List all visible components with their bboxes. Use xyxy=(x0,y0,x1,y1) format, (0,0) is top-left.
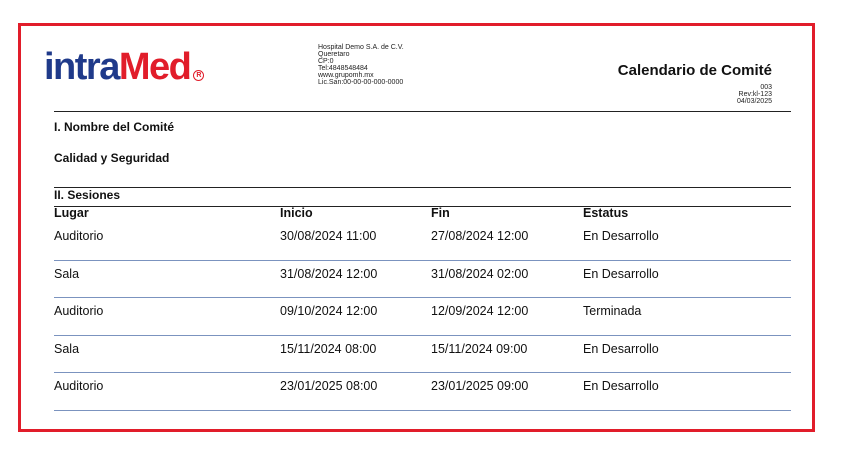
company-website: www.grupomh.mx xyxy=(318,72,374,79)
company-postal-code: CP:0 xyxy=(318,58,334,65)
cell-estatus: En Desarrollo xyxy=(583,379,659,393)
table-row xyxy=(54,336,791,374)
cell-fin: 23/01/2025 09:00 xyxy=(431,379,529,393)
table-row xyxy=(54,298,791,336)
table-row xyxy=(54,373,791,411)
cell-inicio: 23/01/2025 08:00 xyxy=(280,379,378,393)
column-header-lugar: Lugar xyxy=(54,206,89,220)
intramed-logo xyxy=(44,48,204,86)
cell-estatus: En Desarrollo xyxy=(583,266,659,281)
company-license: Lic.San:00-00-00-000-0000 xyxy=(318,79,404,86)
committee-name: Calidad y Seguridad xyxy=(54,151,170,165)
cell-inicio: 31/08/2024 12:00 xyxy=(280,266,378,281)
logo-text-med: Med xyxy=(118,46,191,88)
cell-fin: 27/08/2024 12:00 xyxy=(431,229,529,243)
section2-heading: II. Sesiones xyxy=(54,188,121,202)
document-date: 04/03/2025 xyxy=(736,98,772,105)
cell-estatus: Terminada xyxy=(583,304,642,318)
table-header-rule xyxy=(54,206,791,207)
column-header-fin: Fin xyxy=(431,206,450,220)
registered-icon: R xyxy=(193,70,204,81)
document-revision: Rev:kl-123 xyxy=(738,91,772,98)
table-row xyxy=(54,223,791,261)
company-phone: Tel:4848548484 xyxy=(318,65,368,72)
cell-inicio: 30/08/2024 11:00 xyxy=(280,229,377,243)
header-divider xyxy=(54,111,791,112)
table-row xyxy=(54,261,791,299)
company-city: Queretaro xyxy=(318,51,350,58)
cell-lugar: Auditorio xyxy=(54,304,104,318)
cell-lugar: Sala xyxy=(54,266,80,281)
cell-estatus: En Desarrollo xyxy=(583,229,659,243)
column-header-inicio: Inicio xyxy=(280,206,313,220)
cell-lugar: Sala xyxy=(54,341,80,356)
cell-inicio: 15/11/2024 08:00 xyxy=(280,341,377,356)
logo-text-intra: intra xyxy=(44,46,119,88)
cell-inicio: 09/10/2024 12:00 xyxy=(280,304,378,318)
document-title: Calendario de Comité xyxy=(617,62,772,79)
cell-lugar: Auditorio xyxy=(54,229,104,243)
cell-fin: 15/11/2024 09:00 xyxy=(431,341,528,356)
cell-estatus: En Desarrollo xyxy=(583,341,659,356)
section1-heading: I. Nombre del Comité xyxy=(54,120,175,134)
company-name: Hospital Demo S.A. de C.V. xyxy=(318,44,404,51)
document-meta xyxy=(737,84,772,105)
cell-lugar: Auditorio xyxy=(54,379,104,393)
cell-fin: 12/09/2024 12:00 xyxy=(431,304,529,318)
row-separator xyxy=(54,410,791,411)
cell-fin: 31/08/2024 02:00 xyxy=(431,266,529,281)
company-info xyxy=(318,44,404,86)
section2-top-rule xyxy=(54,187,791,188)
document-number: 003 xyxy=(760,84,772,91)
column-header-estatus: Estatus xyxy=(583,206,629,220)
